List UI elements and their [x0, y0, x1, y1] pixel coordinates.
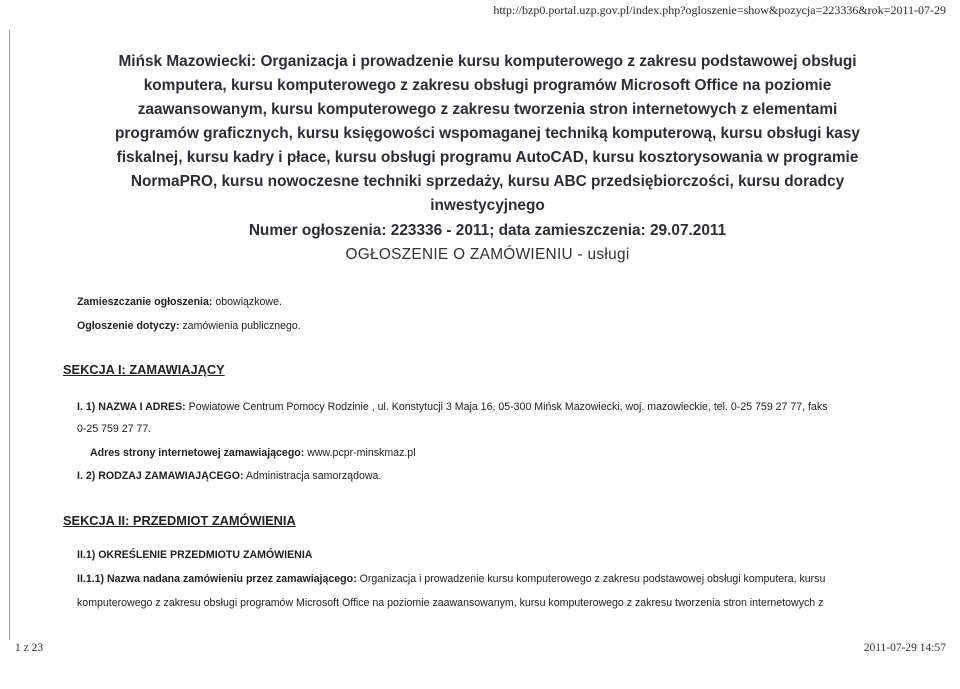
title-line: Mińsk Mazowiecki: Organizacja i prowadzenie kursu komputerowego z zakresu podstawowej obsługi — [118, 53, 857, 70]
section-1-heading: SEKCJA I: ZAMAWIAJĄCY — [63, 362, 225, 377]
scan-edge-line — [9, 30, 10, 640]
subject-subheading: II.1) OKREŚLENIE PRZEDMIOTU ZAMÓWIENIA — [77, 549, 313, 561]
concerns-label: Ogłoszenie dotyczy: — [77, 320, 180, 332]
posting-info — [77, 296, 282, 308]
contracting-address — [77, 401, 828, 413]
website-info — [90, 447, 416, 459]
address-label: I. 1) NAZWA I ADRES: — [77, 401, 186, 413]
order-name-label: II.1.1) Nazwa nadana zamówieniu przez zamawiającego: — [77, 573, 357, 585]
announcement-type: OGŁOSZENIE O ZAMÓWIENIU - usługi — [345, 246, 630, 263]
announcement-number: Numer ogłoszenia: 223336 - 2011; data zamieszczenia: 29.07.2011 — [248, 222, 727, 239]
title-line: inwestycyjnego — [430, 197, 545, 214]
order-name-value: Organizacja i prowadzenie kursu komputerowego z zakresu podstawowej obsługi komputera, kursu — [356, 573, 826, 585]
type-label: I. 2) RODZAJ ZAMAWIAJĄCEGO: — [77, 470, 244, 482]
posting-label: Zamieszczanie ogłoszenia: — [77, 296, 213, 308]
title-line: fiskalnej, kursu kadry i płace, kursu obsługi programu AutoCAD, kursu kosztorysowania w programie — [116, 149, 859, 166]
print-timestamp: 2011-07-29 14:57 — [863, 642, 946, 654]
concerns-info — [77, 320, 301, 332]
posting-value: obowiązkowe. — [212, 296, 282, 308]
concerns-value: zamówienia publicznego. — [179, 320, 301, 332]
page-counter: 1 z 23 — [15, 642, 44, 654]
contracting-type — [77, 470, 381, 482]
page-url: http://bzp0.portal.uzp.gov.pl/index.php?ogloszenie=show&pozycja=223336&rok=2011-07-29 — [493, 3, 946, 17]
title-line: NormaPRO, kursu nowoczesne techniki sprzedaży, kursu ABC przedsiębiorczości, kursu doradcy — [130, 173, 845, 190]
title-line: komputera, kursu komputerowego z zakresu obsługi programów Microsoft Office na poziomie — [143, 77, 832, 94]
website-value: www.pcpr-minskmaz.pl — [304, 447, 416, 459]
order-name-continuation: komputerowego z zakresu obsługi programów Microsoft Office na poziomie zaawansowanym, kursu komputerowego z zakresu tworzenia stron internetowych z — [77, 597, 824, 609]
section-2-heading: SEKCJA II: PRZEDMIOT ZAMÓWIENIA — [63, 513, 296, 528]
address-continuation: 0-25 759 27 77. — [77, 423, 152, 435]
type-value: Administracja samorządowa. — [243, 470, 382, 482]
title-line: zaawansowanym, kursu komputerowego z zakresu tworzenia stron internetowych z elementami — [137, 101, 838, 118]
address-value: Powiatowe Centrum Pomocy Rodzinie , ul. Konstytucji 3 Maja 16, 05-300 Mińsk Mazowiecki, woj. mazowieckie, tel. 0-25 759 27 77, faks — [185, 401, 828, 413]
order-name — [77, 573, 825, 585]
website-label: Adres strony internetowej zamawiającego: — [90, 447, 305, 459]
document-title — [60, 50, 915, 218]
title-line: programów graficznych, kursu księgowości wspomaganej techniką komputerową, kursu obsługi kasy — [115, 125, 860, 142]
